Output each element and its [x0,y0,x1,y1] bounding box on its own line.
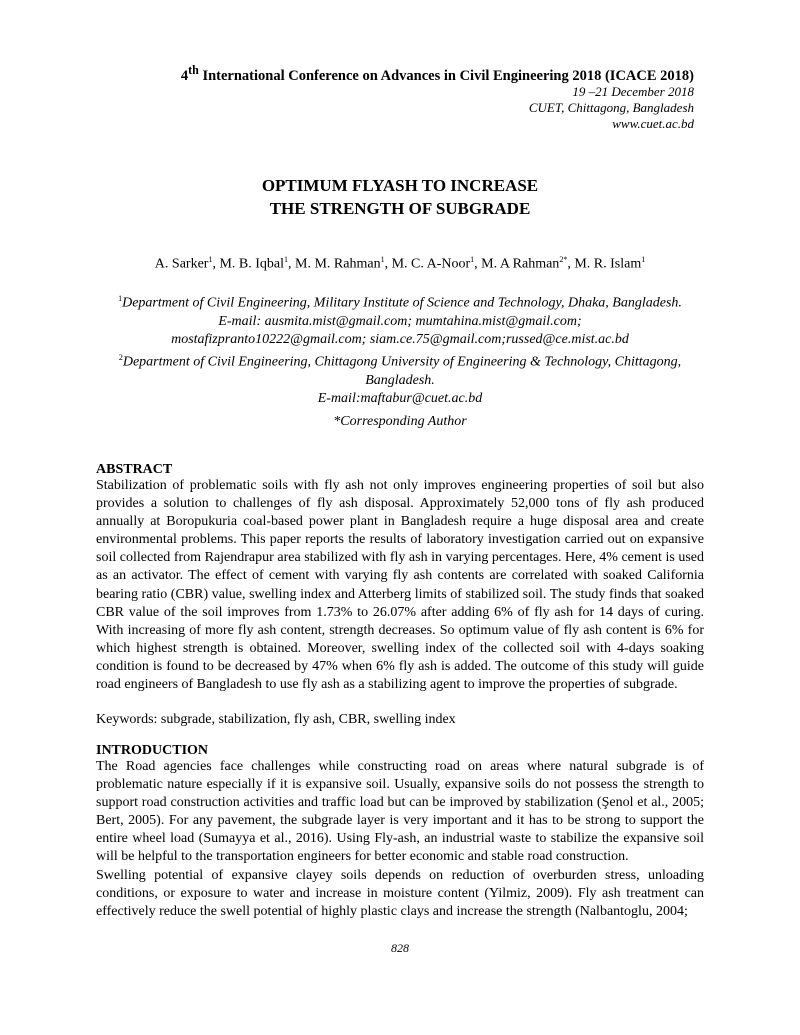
conference-location: CUET, Chittagong, Bangladesh [528,99,694,115]
author-affiliation-mark: 2* [559,255,568,264]
author: M. B. Iqbal [219,256,285,272]
affiliations [96,290,704,409]
author-affiliation-mark: 1 [470,255,475,264]
affiliation-text: Department of Civil Engineering, Chittagong University of Engineering & Technology, Chittagong, Bangladesh. [122,354,682,389]
affiliation-mark: 2 [118,353,123,363]
conference-ordinal-suffix: th [188,63,199,77]
author-affiliation-mark: 1 [208,255,213,264]
page-number: 828 [391,941,409,955]
conference-dates: 19 –21 December 2018 [572,83,694,99]
abstract-heading: ABSTRACT [96,462,173,477]
abstract-text: Stabilization of problematic soils with fly ash not only improves engineering properties of soil but also provides a solution to challenges of fly ash disposal. Approximately 52,000 tons of fly ash produced annually at Boropukuria coal-based power plant in Bangladesh require a huge disposal area and create environmental problems. This paper reports the results of laboratory investigation carried out on expansive soil collected from Rajendrapur area stabilized with fly ash in varying percentages. Here, 4% cement is used as an activator. The effect of cement with varying fly ash contents are correlated with soaked California bearing ratio (CBR) value, swelling index and Atterberg limits of stabilized soil. The study finds that soaked CBR value of the soil improves from 1.73% to 26.07% after adding 6% of fly ash for 14 days of curing. With increasing of more fly ash content, strength decreases. So optimum value of fly ash content is 6% for which highest strength is obtained. Moreover, swelling index of the collected soil with 4-days soaking condition is found to be decreased by 47% when 6% fly ash is added. The outcome of this study will guide road engineers of Bangladesh to use fly ash as a stabilizing agent to improve the properties of subgrade. [96,478,704,693]
conference-title [181,62,694,84]
author: M. A Rahman [481,256,560,272]
introduction-heading: INTRODUCTION [96,743,209,758]
keywords: Keywords: subgrade, stabilization, fly ash, CBR, swelling index [96,712,456,727]
affiliation-2 [96,349,704,390]
corresponding-author-note: *Corresponding Author [333,414,467,429]
author-affiliation-mark: 1 [641,255,646,264]
author-list: A. Sarker$^1$, M. B. Iqbal$^1$, M. M. Rahman$^1$, M. C. A-Noor$^1$, M. A Rahman$^{2*}$, M. R. Islam$^1$ [154,255,646,272]
affiliation-mark: 1 [118,294,123,303]
conference-ordinal: 4 [180,67,189,84]
affiliation-1-emails-line-1: E-mail: ausmita.mist@gmail.com; mumtahina.mist@gmail.com; [218,313,582,329]
conference-header [181,62,694,132]
affiliation-1 [96,290,704,313]
author-affiliation-mark: 1 [284,255,289,264]
author: M. M. Rahman [295,256,381,272]
paper-title-line-1: OPTIMUM FLYASH TO INCREASE [261,176,539,195]
conference-name: International Conference on Advances in Civil Engineering 2018 (ICACE 2018) [198,67,694,84]
affiliation-2-email: E-mail:maftabur@cuet.ac.bd [317,391,483,407]
paper-title [0,174,800,220]
author: M. C. A-Noor [391,256,471,272]
introduction-paragraph-1: The Road agencies face challenges while constructing road on areas where natural subgrade is of problematic nature especially if it is expansive soil. Usually, expansive soils do not possess the strength to support road construction activities and traffic load but can be improved by stabilization (Şenol et al., 2005; Bert, 2005). For any pavement, the subgrade layer is very important and it has to be strong to support the entire wheel load (Sumayya et al., 2016). Using Fly-ash, an industrial waste to stabilize the expansive soil will be helpful to the transportation engineers for better economic and stable road construction. [96,759,704,865]
conference-website[interactable]: www.cuet.ac.bd [612,115,694,131]
affiliation-1-emails-line-2: mostafizpranto10222@gmail.com; siam.ce.75@gmail.com;russed@ce.mist.ac.bd [171,332,629,348]
paper-title-line-2: THE STRENGTH OF SUBGRADE [269,199,531,218]
author: A. Sarker [154,256,209,272]
introduction-paragraph-2: Swelling potential of expansive clayey soils depends on reduction of overburden stress, unloading conditions, or exposure to water and increase in moisture content (Yilmiz, 2009). Fly ash treatment can effectively reduce the swell potential of highly plastic clays and increase the strength (Nalbantoglu, 2004; [96,867,704,919]
author: M. R. Islam [574,256,642,272]
author-affiliation-mark: 1 [380,255,385,264]
affiliation-text: Department of Civil Engineering, Military Institute of Science and Technology, Dhaka, Bangladesh. [122,295,682,311]
